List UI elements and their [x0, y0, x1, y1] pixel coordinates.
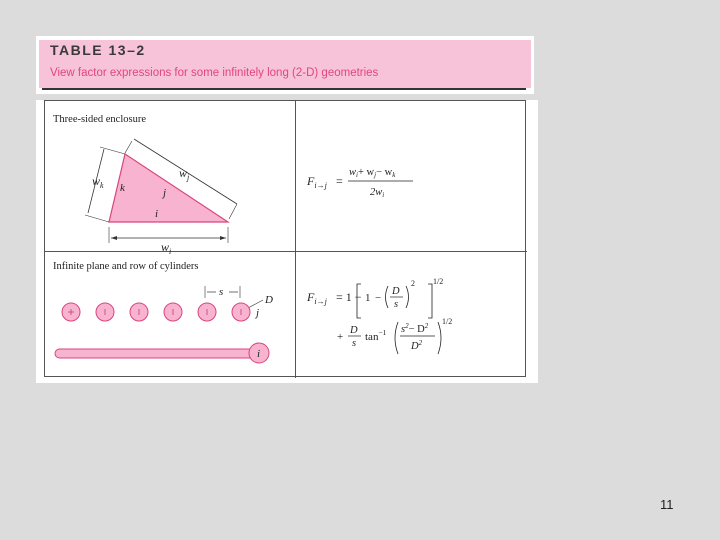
label-wi: $w_i$	[161, 240, 172, 256]
svg-text:Fi→j: $F_{i\to j}$	[307, 290, 327, 306]
label-k: k	[120, 182, 125, 194]
svg-text:wi+ wj− wk: wi+ wj− wk	[349, 167, 396, 179]
plane-cylinders-formula	[295, 252, 525, 378]
label-i: i	[155, 208, 159, 220]
svg-text:2: 2	[411, 279, 415, 288]
table-title: TABLE 13–2	[50, 42, 146, 58]
label-wj: $w_j$	[179, 166, 190, 182]
svg-text:D: D	[392, 286, 400, 297]
svg-text:D2: $D^2$	[411, 339, 423, 352]
svg-text:2wi: 2wi	[370, 187, 385, 199]
plane-cylinders-figure	[45, 252, 295, 378]
svg-text:1: 1	[365, 292, 371, 304]
table-banner	[36, 36, 534, 94]
three-sided-formula	[295, 101, 525, 251]
svg-text:1/2: 1/2	[442, 317, 453, 326]
svg-text:s2− D2: $s^2- D^2$	[401, 322, 429, 335]
row-label-plane-cylinders: Infinite plane and row of cylinders	[53, 261, 199, 272]
svg-text:tan−1: $\tan^{-1}$	[365, 328, 387, 343]
svg-text:=: =	[336, 174, 343, 188]
svg-text:−: −	[375, 292, 382, 304]
triangle-shape	[109, 154, 228, 222]
label-j: j	[163, 187, 167, 199]
svg-text:1/2: 1/2	[433, 277, 444, 286]
infinite-plane	[55, 349, 256, 358]
svg-text:s: s	[394, 299, 399, 310]
svg-text:D: D	[350, 325, 358, 336]
label-s: s	[219, 286, 224, 298]
svg-text:Fi→j: $F_{i\to j}$	[307, 174, 327, 190]
label-D: D	[265, 294, 273, 306]
svg-text:s: s	[352, 338, 357, 349]
banner-rule	[42, 88, 526, 90]
svg-text:= 1 −: = 1 −	[336, 290, 362, 304]
table-subtitle: View factor expressions for some infinitely long (2-D) geometries	[50, 67, 379, 79]
three-sided-enclosure-figure	[45, 101, 295, 256]
label-i: i	[257, 348, 261, 360]
label-wk: $w_k$	[92, 174, 104, 190]
table-card	[36, 100, 538, 383]
row-label-three-sided: Three-sided enclosure	[53, 114, 146, 125]
page-number: 11	[660, 497, 674, 512]
table-frame	[44, 100, 526, 377]
label-j: j	[256, 307, 260, 319]
svg-text:+: +	[337, 331, 344, 343]
